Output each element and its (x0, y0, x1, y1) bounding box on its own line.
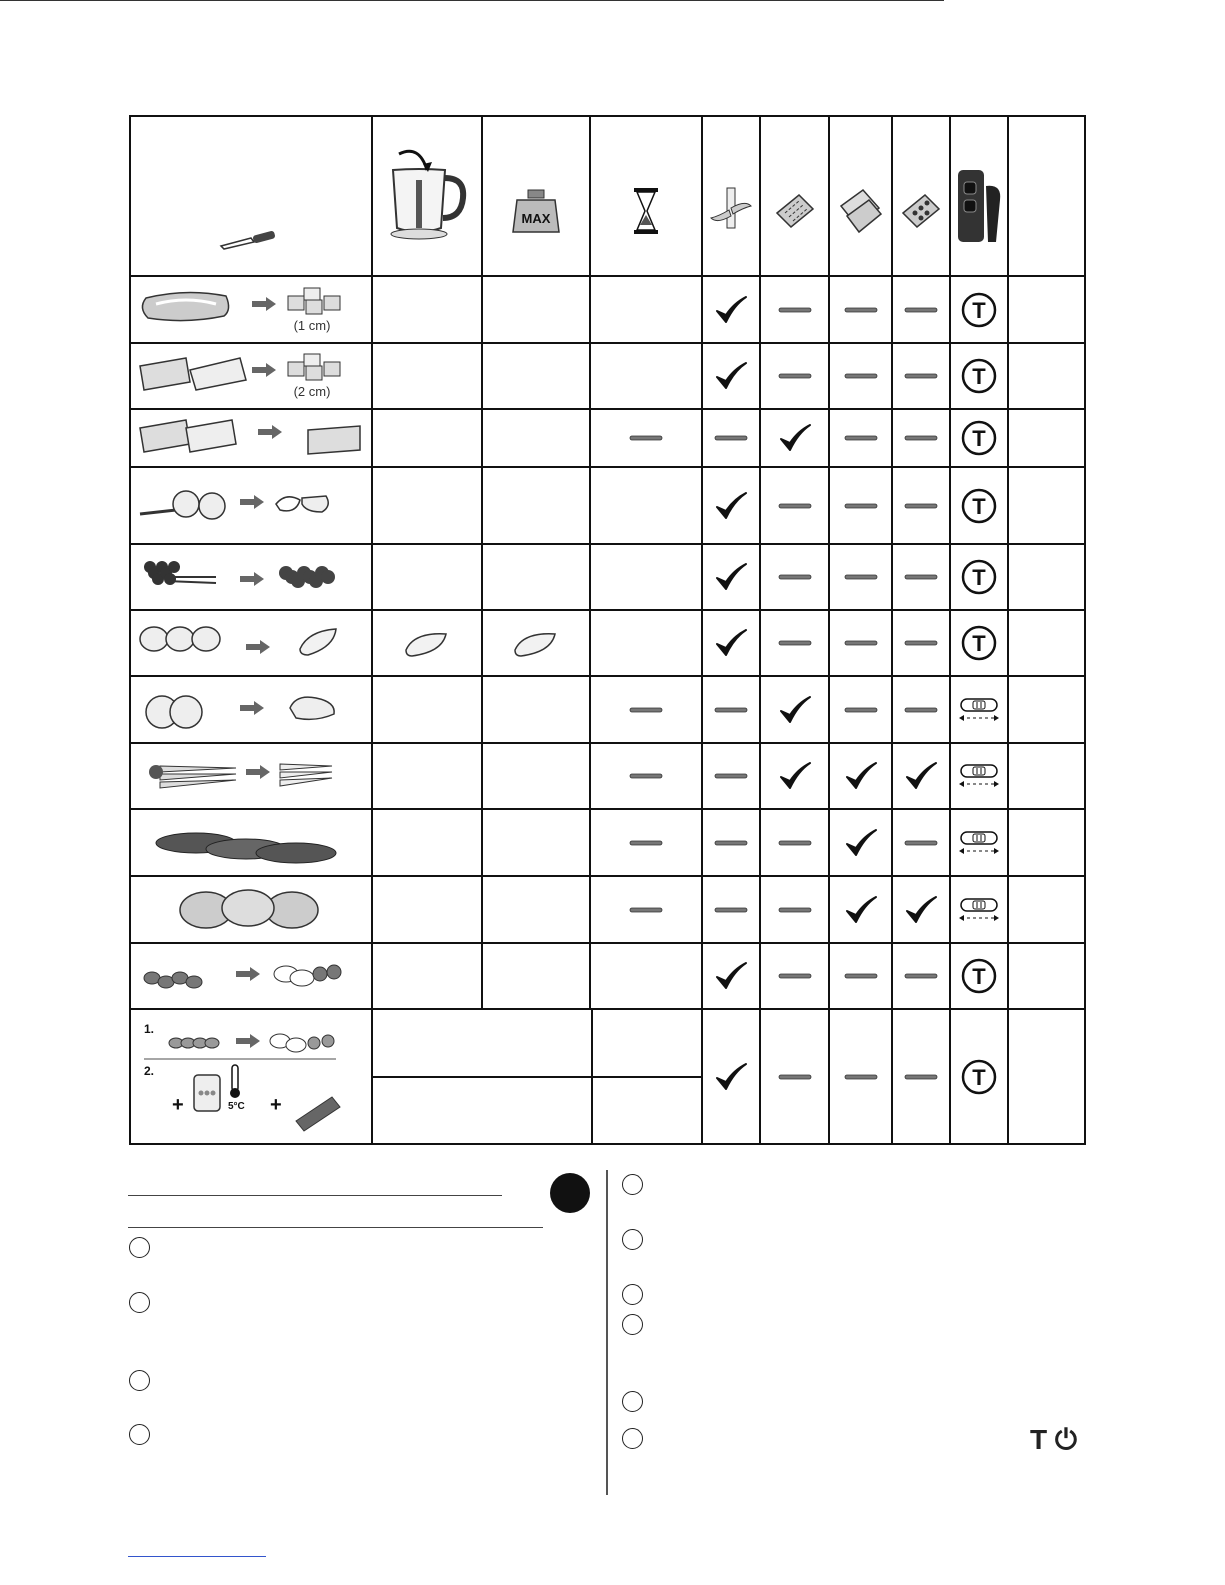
check-icon (778, 695, 812, 725)
speed-cell (950, 409, 1008, 467)
dash-icon (629, 434, 663, 442)
extra-cell (1008, 343, 1085, 409)
check-icon (714, 491, 748, 521)
food-cell (130, 1009, 372, 1144)
check-icon (714, 295, 748, 325)
time-cell (590, 743, 702, 809)
slicing-cell (829, 467, 892, 544)
svg-text:T: T (972, 426, 986, 451)
check-icon (714, 961, 748, 991)
blade-cell (702, 676, 760, 743)
dash-icon (904, 372, 938, 380)
section-rule-1 (128, 1195, 502, 1196)
extra-cell (1008, 943, 1085, 1009)
turbo-button-icon (960, 419, 998, 457)
dicing-cell (760, 943, 829, 1009)
bottom-link-underline (128, 1556, 266, 1557)
extra-cell (1008, 809, 1085, 876)
food-cucumber-icon (136, 815, 366, 871)
extra-cell (1008, 743, 1085, 809)
food-cell (130, 809, 372, 876)
food-cell (130, 467, 372, 544)
dicing-cell (760, 1009, 829, 1144)
slicing-cell (829, 809, 892, 876)
check-icon (844, 761, 878, 791)
grating-cell (892, 409, 950, 467)
svg-text:T: T (972, 565, 986, 590)
max-cell (482, 943, 590, 1009)
blade-cell (702, 1009, 760, 1144)
svg-text:(1 cm): (1 cm) (293, 317, 331, 333)
time-cell (590, 809, 702, 876)
dicing-cell (760, 676, 829, 743)
speed-cell (950, 676, 1008, 743)
check-icon (778, 761, 812, 791)
dash-icon (844, 573, 878, 581)
grating-cell (892, 743, 950, 809)
food-cheese-cubes-icon (136, 348, 366, 404)
dicing-cell (760, 809, 829, 876)
usage-table (129, 115, 1086, 1145)
food-cheese-slices-icon (136, 410, 366, 466)
table-row (130, 409, 1085, 467)
svg-text:T: T (972, 297, 986, 323)
blade-cell (702, 743, 760, 809)
food-cell (130, 610, 372, 676)
speed-cell (950, 610, 1008, 676)
food-onion-halves-icon (136, 478, 366, 534)
step-bullet (622, 1284, 643, 1305)
slicing-cell (829, 409, 892, 467)
grating-cell (892, 1009, 950, 1144)
speed-cell (950, 467, 1008, 544)
dash-icon (844, 306, 878, 314)
extra-cell (1008, 676, 1085, 743)
food-cell (130, 676, 372, 743)
motor-unit-icon (954, 166, 1004, 246)
svg-text:+: + (270, 1093, 282, 1116)
turbo-button-icon (960, 957, 998, 995)
dash-icon (844, 502, 878, 510)
dash-icon (904, 1073, 938, 1081)
max-cell (482, 809, 590, 876)
extra-cell (1008, 1009, 1085, 1144)
dicing-cell (760, 276, 829, 343)
speed-cell (950, 943, 1008, 1009)
speed-cell (950, 809, 1008, 876)
check-icon (714, 562, 748, 592)
dash-icon (844, 372, 878, 380)
bowl-cell (372, 276, 482, 343)
table-row (130, 343, 1085, 409)
max-cell (482, 343, 590, 409)
blade-cell (702, 876, 760, 943)
svg-text:2.: 2. (144, 1063, 155, 1078)
dash-icon (904, 972, 938, 980)
dash-icon (844, 972, 878, 980)
grating-cell (892, 343, 950, 409)
max-weight-icon (511, 186, 561, 236)
header-motor (950, 116, 1008, 276)
table-row (130, 544, 1085, 610)
blade-cell (702, 467, 760, 544)
food-carrots-icon (136, 748, 366, 804)
slicing-cell (829, 610, 892, 676)
svg-text:1.: 1. (144, 1021, 155, 1036)
bowl-cell (372, 610, 482, 676)
svg-text:5°C: 5°C (228, 1100, 245, 1112)
dicing-cell (760, 467, 829, 544)
header-blade (702, 116, 760, 276)
header-max (482, 116, 590, 276)
slicing-cell (829, 1009, 892, 1144)
table-row (130, 743, 1085, 809)
extra-cell (1008, 544, 1085, 610)
dash-icon (844, 434, 878, 442)
turbo-button-icon (960, 1058, 998, 1096)
extra-cell (1008, 876, 1085, 943)
dash-icon (714, 906, 748, 914)
turbo-button-icon (960, 291, 998, 329)
max-label: MAX (521, 211, 551, 226)
speed-cell (950, 544, 1008, 610)
section-rule-2 (128, 1227, 543, 1228)
svg-text:T: T (972, 631, 986, 656)
max-cell (482, 743, 590, 809)
table-row (130, 943, 1085, 1009)
slicing-cell (829, 343, 892, 409)
speed-cell (950, 743, 1008, 809)
language-marker (550, 1173, 590, 1213)
bowl-icon (379, 146, 475, 246)
food-cell (130, 876, 372, 943)
check-icon (844, 895, 878, 925)
food-nuts-icon (136, 948, 366, 1004)
header-time (590, 116, 702, 276)
time-cell (590, 943, 702, 1009)
check-icon (904, 895, 938, 925)
extra-cell (1008, 276, 1085, 343)
header-food (130, 116, 372, 276)
dicing-cell (760, 876, 829, 943)
food-herbs-icon (136, 549, 366, 605)
speed-cell (950, 343, 1008, 409)
food-potatoes-icon (136, 882, 366, 938)
food-cell (130, 409, 372, 467)
step-bullet (622, 1174, 643, 1195)
dash-icon (629, 706, 663, 714)
step-bullet (129, 1424, 150, 1445)
dicing-cell (760, 610, 829, 676)
slicing-cell (829, 943, 892, 1009)
slicing-cell (829, 876, 892, 943)
max-cell (482, 467, 590, 544)
blade-cell (702, 943, 760, 1009)
bowl-cell (372, 943, 482, 1009)
turbo-power-symbols: T ⏻ (1030, 1424, 1078, 1455)
table-row (130, 809, 1085, 876)
svg-text:T: T (972, 493, 986, 519)
blade-cell (702, 409, 760, 467)
svg-text:(2 cm): (2 cm) (293, 384, 331, 399)
speed-slider-icon (957, 830, 1001, 856)
check-icon (714, 361, 748, 391)
max-cell (482, 276, 590, 343)
bowl-max-cell (373, 1010, 592, 1077)
table-row (130, 610, 1085, 676)
bowl-cell (372, 809, 482, 876)
step-bullet (129, 1370, 150, 1391)
turbo-button-icon (960, 558, 998, 596)
garlic-clove-icon (402, 628, 452, 658)
dash-icon (904, 434, 938, 442)
hourglass-icon (633, 187, 659, 235)
grating-cell (892, 276, 950, 343)
dash-icon (778, 306, 812, 314)
column-divider (606, 1170, 608, 1495)
blade-cell (702, 276, 760, 343)
dash-icon (904, 706, 938, 714)
check-icon (844, 828, 878, 858)
svg-text:T: T (972, 964, 986, 989)
bowl-max-cell (373, 1077, 592, 1144)
table-row (130, 676, 1085, 743)
grating-cell (892, 943, 950, 1009)
speed-slider-icon (957, 897, 1001, 923)
food-nut-butter-icon (136, 1017, 366, 1137)
top-rule (0, 0, 944, 1)
dash-icon (714, 839, 748, 847)
dash-icon (844, 1073, 878, 1081)
food-cell (130, 343, 372, 409)
dash-icon (844, 639, 878, 647)
food-garlic-icon (136, 615, 366, 671)
speed-slider-icon (957, 763, 1001, 789)
check-icon (714, 1062, 748, 1092)
time-cell (590, 409, 702, 467)
dicing-cell (760, 343, 829, 409)
turbo-button-icon (960, 487, 998, 525)
food-cell (130, 743, 372, 809)
bowl-cell (372, 343, 482, 409)
max-cell (482, 409, 590, 467)
time-cell (590, 676, 702, 743)
step-bullet (129, 1237, 150, 1258)
blade-icon (709, 186, 753, 236)
speed-cell (950, 1009, 1008, 1144)
turbo-button-icon (960, 357, 998, 395)
header-dicing-disc (760, 116, 829, 276)
max-cell (482, 610, 590, 676)
dash-icon (904, 639, 938, 647)
dash-icon (778, 573, 812, 581)
blade-cell (702, 610, 760, 676)
check-icon (904, 761, 938, 791)
dash-icon (904, 573, 938, 581)
time-cell (590, 610, 702, 676)
food-meat-cubes-icon (136, 282, 366, 338)
dash-icon (904, 839, 938, 847)
dash-icon (778, 372, 812, 380)
table-row (130, 467, 1085, 544)
food-cell (130, 544, 372, 610)
dash-icon (778, 1073, 812, 1081)
speed-cell (950, 876, 1008, 943)
max-cell (482, 876, 590, 943)
svg-text:T: T (972, 1064, 986, 1090)
grating-cell (892, 809, 950, 876)
dash-icon (778, 839, 812, 847)
header-empty (1008, 116, 1085, 276)
time-cell (592, 1010, 701, 1077)
turbo-button-icon (960, 624, 998, 662)
step-bullet (622, 1428, 643, 1449)
check-icon (714, 628, 748, 658)
time-cell (590, 343, 702, 409)
dicing-disc-icon (773, 191, 817, 231)
extra-cell (1008, 610, 1085, 676)
time-cell (590, 467, 702, 544)
dicing-cell (760, 409, 829, 467)
food-apples-icon (136, 682, 366, 738)
table-row (130, 276, 1085, 343)
header-grating-disc (892, 116, 950, 276)
dash-icon (904, 502, 938, 510)
svg-text:+: + (172, 1093, 184, 1116)
time-cell (590, 544, 702, 610)
dash-icon (778, 639, 812, 647)
header-slicing-disc (829, 116, 892, 276)
blade-cell (702, 343, 760, 409)
knife-icon (216, 216, 286, 256)
step-bullet (622, 1229, 643, 1250)
grating-disc-icon (899, 191, 943, 231)
step-bullet (622, 1391, 643, 1412)
max-cell (482, 544, 590, 610)
dash-icon (778, 502, 812, 510)
grating-cell (892, 876, 950, 943)
dash-icon (714, 434, 748, 442)
check-icon (778, 423, 812, 453)
dash-icon (778, 906, 812, 914)
bowl-cell (372, 544, 482, 610)
slicing-cell (829, 743, 892, 809)
dash-icon (778, 972, 812, 980)
grating-cell (892, 676, 950, 743)
bowl-cell (372, 467, 482, 544)
max-cell (482, 676, 590, 743)
bowl-cell (372, 676, 482, 743)
dash-icon (844, 706, 878, 714)
slicing-cell (829, 276, 892, 343)
slicing-disc-icon (837, 186, 885, 236)
food-cell (130, 276, 372, 343)
table-row (130, 876, 1085, 943)
blade-cell (702, 809, 760, 876)
header-bowl (372, 116, 482, 276)
header-row (130, 116, 1085, 276)
blade-cell (702, 544, 760, 610)
grating-cell (892, 610, 950, 676)
bowl-cell (372, 409, 482, 467)
table-row (130, 1009, 1085, 1144)
split-subtable (373, 1010, 701, 1143)
dash-icon (629, 772, 663, 780)
svg-text:T: T (972, 364, 986, 389)
dash-icon (904, 306, 938, 314)
time-cell (590, 276, 702, 343)
extra-cell (1008, 467, 1085, 544)
speed-slider-icon (957, 697, 1001, 723)
dash-icon (629, 906, 663, 914)
slicing-cell (829, 676, 892, 743)
dash-icon (714, 772, 748, 780)
step-bullet (129, 1292, 150, 1313)
grating-cell (892, 544, 950, 610)
step-bullet (622, 1314, 643, 1335)
dash-icon (629, 839, 663, 847)
garlic-clove-icon (511, 628, 561, 658)
bowl-cell (372, 743, 482, 809)
split-cells (372, 1009, 702, 1144)
dash-icon (714, 706, 748, 714)
food-cell (130, 943, 372, 1009)
extra-cell (1008, 409, 1085, 467)
time-cell (592, 1077, 701, 1144)
dicing-cell (760, 544, 829, 610)
bowl-cell (372, 876, 482, 943)
slicing-cell (829, 544, 892, 610)
dicing-cell (760, 743, 829, 809)
time-cell (590, 876, 702, 943)
grating-cell (892, 467, 950, 544)
speed-cell (950, 276, 1008, 343)
